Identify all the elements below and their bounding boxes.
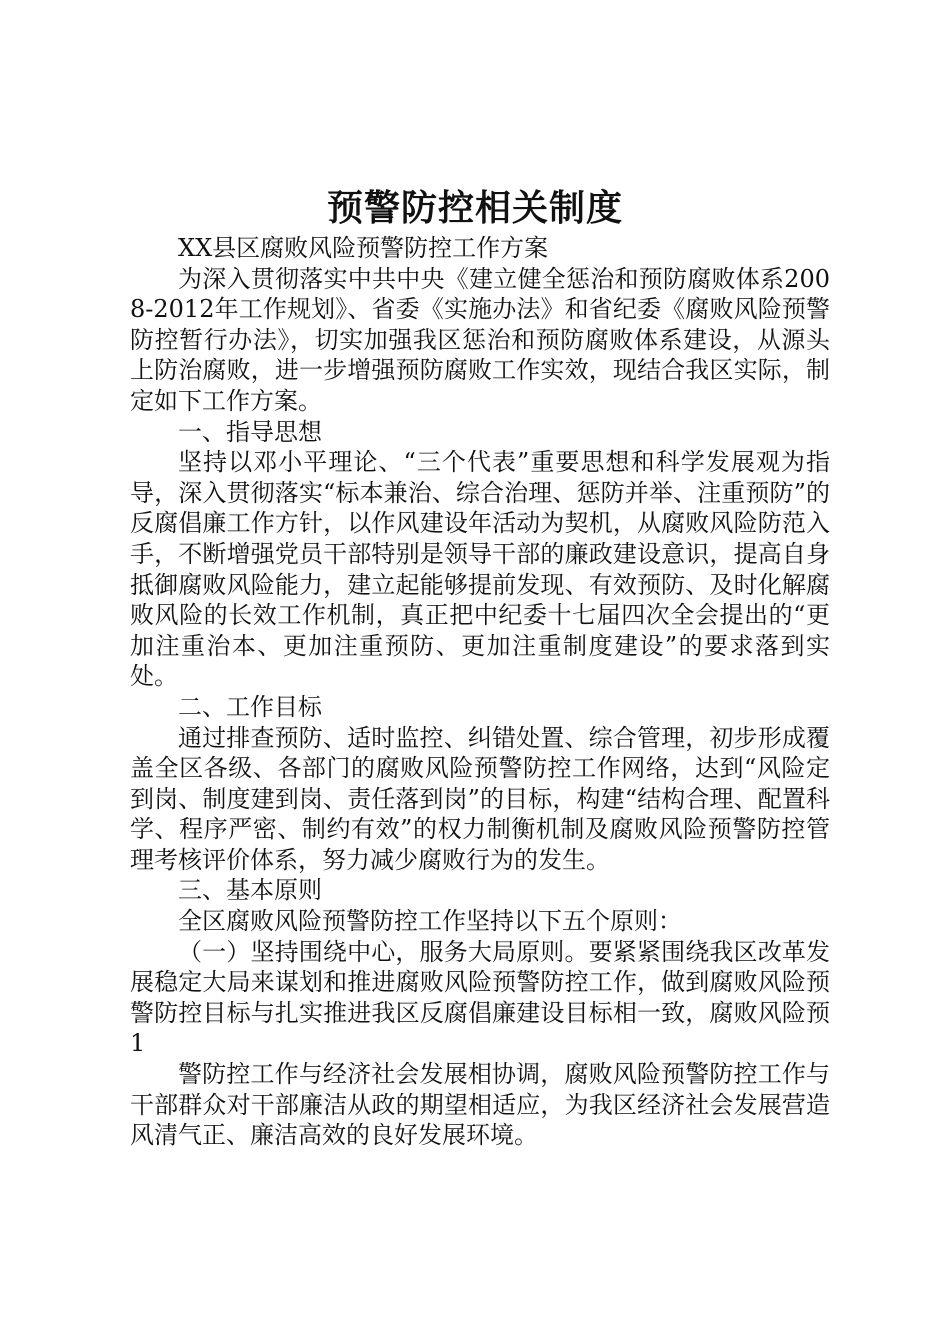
paragraph-principle-1: （一）坚持围绕中心，服务大局原则。要紧紧围绕我区改革发展稳定大局来谋划和推进腐败风险预警防控工作，做到腐败风险预警防控目标与扎实推进我区反腐倡廉建设目标相一致，腐败风险预1 xyxy=(130,937,830,1058)
section-heading-2: 二、工作目标 xyxy=(178,692,322,721)
paragraph-intro: 为深入贯彻落实中共中央《建立健全惩治和预防腐败体系2008-2012年工作规划》、省委《实施办法》和省纪委《腐败风险预警防控暂行办法》，切实加强我区惩治和预防腐败体系建设，从源头上防治腐败，进一步增强预防腐败工作实效，现结合我区实际，制定如下工作方案。 xyxy=(130,264,830,415)
paragraph-guiding-thought: 坚持以邓小平理论、“三个代表”重要思想和科学发展观为指导，深入贯彻落实“标本兼治、综合治理、惩防并举、注重预防”的反腐倡廉工作方针，以作风建设年活动为契机，从腐败风险防范入手，不断增强党员干部特别是领导干部的廉政建设意识，提高自身抵御腐败风险能力，建立起能够提前发现、有效预防、及时化解腐败风险的长效工作机制，真正把中纪委十七届四次全会提出的“更加注重治本、更加注重预防、更加注重制度建设”的要求落到实处。 xyxy=(130,448,830,691)
paragraph-principle-1-cont: 警防控工作与经济社会发展相协调，腐败风险预警防控工作与干部群众对干部廉洁从政的期望相适应，为我区经济社会发展营造风清气正、廉洁高效的良好发展环境。 xyxy=(130,1060,830,1150)
paragraph-subtitle: XX县区腐败风险预警防控工作方案 xyxy=(178,234,549,262)
document-body xyxy=(130,233,830,1151)
section-heading-1: 一、指导思想 xyxy=(178,417,322,446)
section-heading-3: 三、基本原则 xyxy=(178,876,322,905)
paragraph-principles-intro: 全区腐败风险预警防控工作坚持以下五个原则： xyxy=(178,907,682,936)
document-title: 预警防控相关制度 xyxy=(326,188,623,229)
paragraph-work-goal: 通过排查预防、适时监控、纠错处置、综合管理，初步形成覆盖全区各级、各部门的腐败风险预警防控工作网络，达到“风险定到岗、制度建到岗、责任落到岗”的目标，构建“结构合理、配置科学、程序严密、制约有效”的权力制衡机制及腐败风险预警防控管理考核评价体系，努力减少腐败行为的发生。 xyxy=(130,723,830,874)
